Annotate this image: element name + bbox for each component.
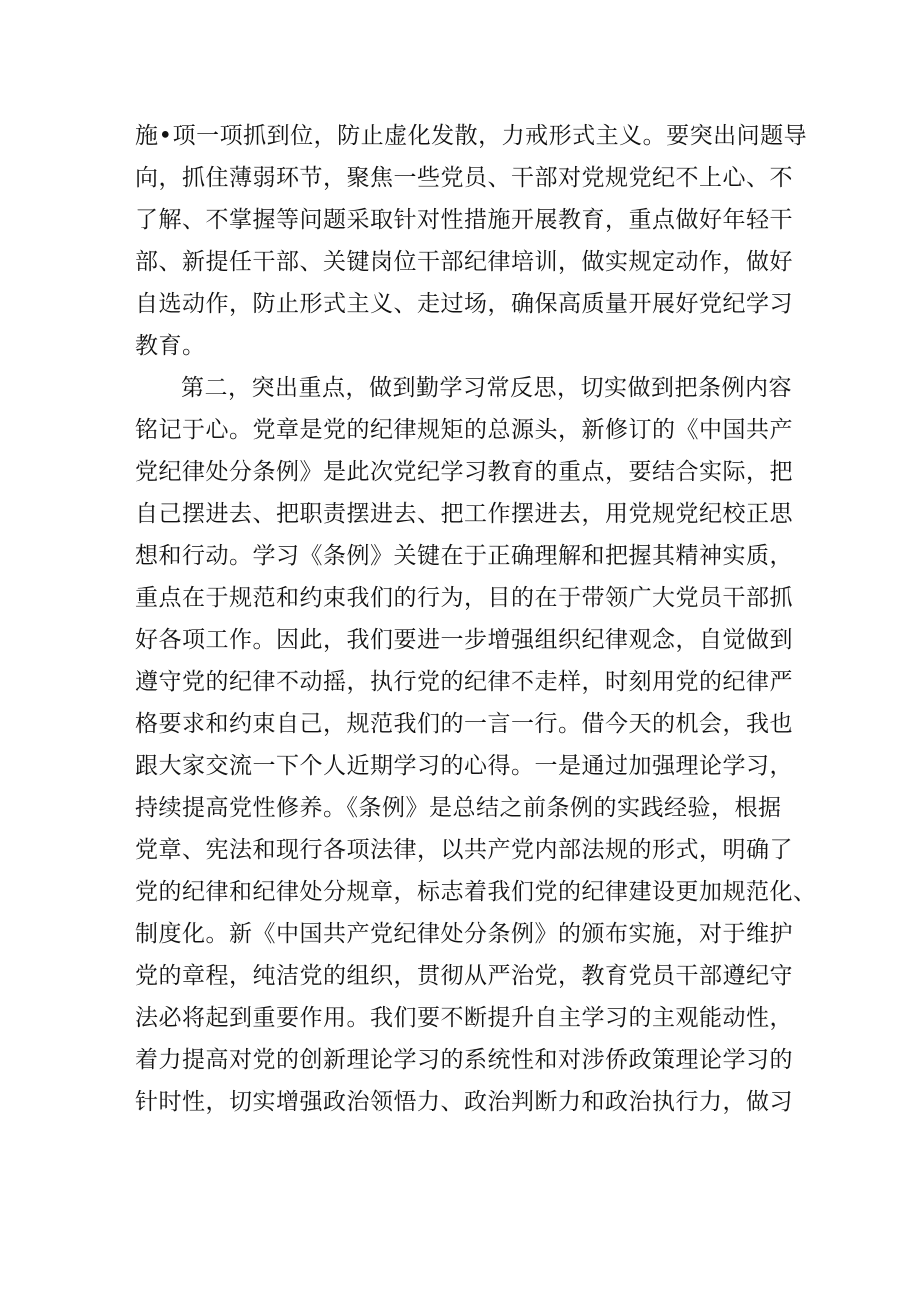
paragraph-start-line: 第二，突出重点，做到勤学习常反思，切实做到把条例内容 bbox=[181, 375, 792, 401]
text-line: 跟大家交流一下个人近期学习的心得。一是通过加强理论学习， bbox=[135, 753, 793, 779]
text-line: 制度化。新《中国共产党纪律处分条例》的颁布实施，对于维护 bbox=[135, 921, 793, 947]
text-line: 向，抓住薄弱环节，聚焦一些党员、干部对党规党纪不上心、不 bbox=[135, 165, 793, 191]
text-line: 重点在于规范和约束我们的行为，目的在于带领广大党员干部抓 bbox=[135, 585, 793, 611]
text-line: 格要求和约束自己，规范我们的一言一行。借今天的机会，我也 bbox=[135, 711, 793, 737]
text-line: 自己摆进去、把职责摆进去、把工作摆进去，用党规党纪校正思 bbox=[135, 501, 793, 527]
text-line: 党章、宪法和现行各项法律，以共产党内部法规的形式，明确了 bbox=[135, 837, 793, 863]
text-line: 部、新提任干部、关键岗位干部纪律培训，做实规定动作，做好 bbox=[135, 249, 793, 275]
text-line: 好各项工作。因此，我们要进一步增强组织纪律观念，自觉做到 bbox=[135, 627, 793, 653]
text-line: 自选动作，防止形式主义、走过场，确保高质量开展好党纪学习 bbox=[135, 291, 793, 317]
text-line: 想和行动。学习《条例》关键在于正确理解和把握其精神实质， bbox=[135, 543, 793, 569]
text-line: 遵守党的纪律不动摇，执行党的纪律不走样，时刻用党的纪律严 bbox=[135, 669, 793, 695]
text-line: 法必将起到重要作用。我们要不断提升自主学习的主观能动性， bbox=[135, 1005, 793, 1031]
body-text bbox=[135, 115, 817, 1123]
text-line: 针时性，切实增强政治领悟力、政治判断力和政治执行力，做习 bbox=[135, 1089, 793, 1115]
text-line: 党的纪律和纪律处分规章，标志着我们党的纪律建设更加规范化、 bbox=[135, 879, 817, 905]
text-line: 党的章程，纯洁党的组织，贯彻从严治党，教育党员干部遵纪守 bbox=[135, 963, 793, 989]
text-line: 铭记于心。党章是党的纪律规矩的总源头，新修订的《中国共产 bbox=[135, 417, 793, 443]
text-line: 党纪律处分条例》是此次党纪学习教育的重点，要结合实际，把 bbox=[135, 459, 793, 485]
text-line: 施•项一项抓到位，防止虚化发散，力戒形式主义。要突出问题导 bbox=[135, 123, 808, 149]
text-line: 了解、不掌握等问题采取针对性措施开展教育，重点做好年轻干 bbox=[135, 207, 793, 233]
text-line: 持续提高党性修养。《条例》是总结之前条例的实践经验，根据 bbox=[135, 795, 782, 821]
text-line: 着力提高对党的创新理论学习的系统性和对涉侨政策理论学习的 bbox=[135, 1047, 793, 1073]
text-line: 教育。 bbox=[135, 333, 206, 359]
